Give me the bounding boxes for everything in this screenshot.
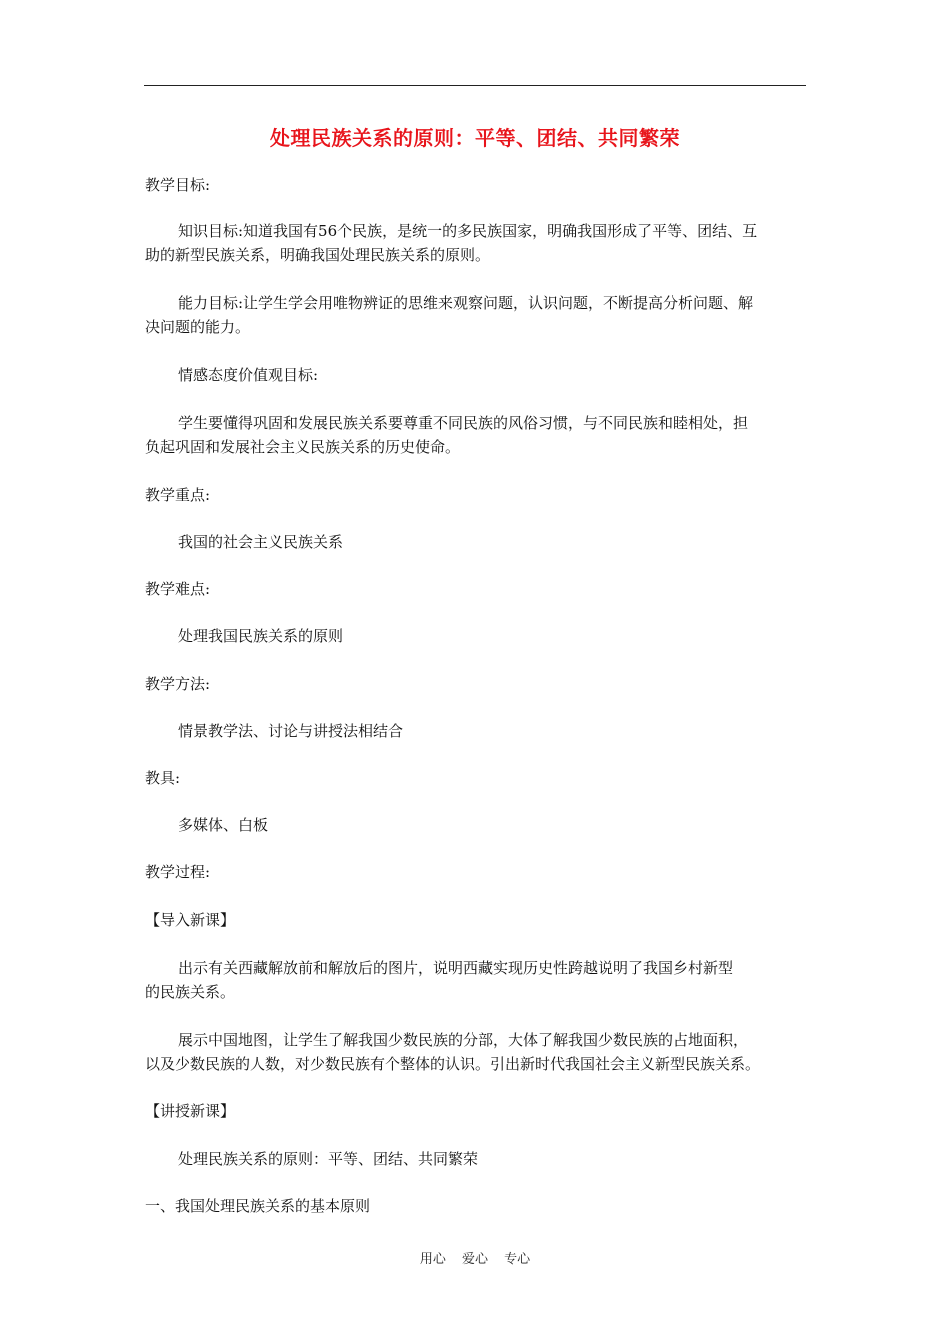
heading-difficulties: 教学难点:: [145, 580, 211, 598]
page-footer: 用心 爱心 专心: [419, 1252, 531, 1267]
paragraph-teaching-aids: 多媒体、白板: [178, 816, 269, 834]
heading-key-points: 教学重点:: [145, 486, 211, 504]
paragraph-difficulties: 处理我国民族关系的原则: [178, 627, 344, 645]
section-intro-new-lesson: 【导入新课】: [145, 911, 236, 929]
paragraph-knowledge-goal-cont: 助的新型民族关系，明确我国处理民族关系的原则。: [145, 246, 491, 264]
paragraph-knowledge-goal: 知识目标:知道我国有56个民族，是统一的多民族国家，明确我国形成了平等、团结、互: [178, 222, 758, 240]
paragraph-ability-goal: 能力目标:让学生学会用唯物辨证的思维来观察问题，认识问题，不断提高分析问题、解: [178, 294, 754, 312]
heading-teaching-goals: 教学目标:: [145, 176, 211, 194]
section-teach-new-lesson: 【讲授新课】: [145, 1102, 236, 1120]
paragraph-ability-goal-cont: 决问题的能力。: [145, 318, 251, 336]
paragraph-emotion-detail: 学生要懂得巩固和发展民族关系要尊重不同民族的风俗习惯，与不同民族和睦相处，担: [178, 414, 749, 432]
paragraph-key-points: 我国的社会主义民族关系: [178, 533, 344, 551]
paragraph-tibet-pictures-cont: 的民族关系。: [145, 983, 236, 1001]
document-title: 处理民族关系的原则：平等、团结、共同繁荣: [270, 126, 680, 150]
heading-teaching-aids: 教具:: [145, 769, 181, 787]
paragraph-principle-title: 处理民族关系的原则：平等、团结、共同繁荣: [178, 1150, 479, 1168]
paragraph-china-map: 展示中国地图，让学生了解我国少数民族的分部，大体了解我国少数民族的占地面积，: [178, 1031, 749, 1049]
heading-teaching-process: 教学过程:: [145, 863, 211, 881]
paragraph-emotion-goal: 情感态度价值观目标:: [178, 366, 319, 384]
heading-basic-principles: 一、我国处理民族关系的基本原则: [145, 1197, 371, 1215]
paragraph-emotion-detail-cont: 负起巩固和发展社会主义民族关系的历史使命。: [145, 438, 461, 456]
paragraph-methods: 情景教学法、讨论与讲授法相结合: [178, 722, 404, 740]
paragraph-china-map-cont: 以及少数民族的人数，对少数民族有个整体的认识。引出新时代我国社会主义新型民族关系。: [145, 1055, 761, 1073]
paragraph-tibet-pictures: 出示有关西藏解放前和解放后的图片，说明西藏实现历史性跨越说明了我国乡村新型: [178, 959, 734, 977]
heading-methods: 教学方法:: [145, 675, 211, 693]
header-rule: [144, 85, 806, 86]
